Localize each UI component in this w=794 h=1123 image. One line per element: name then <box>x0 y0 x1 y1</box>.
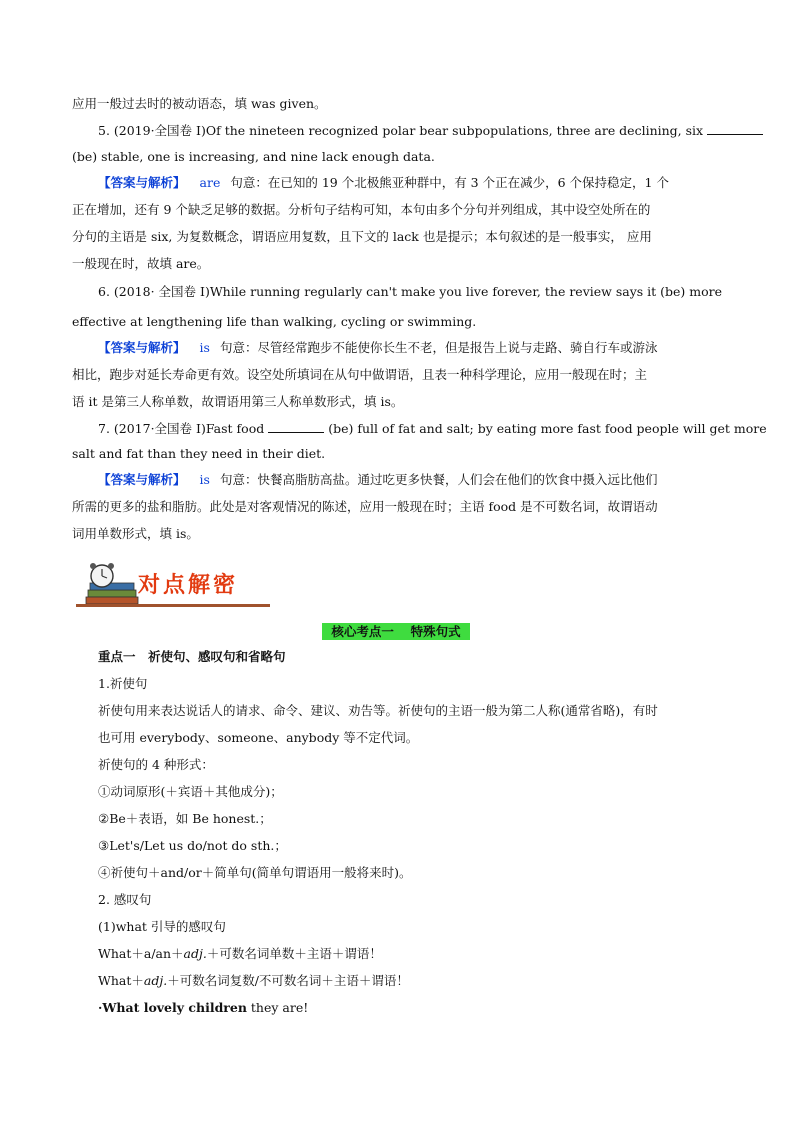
subsection-heading: 2. 感叹句 <box>98 892 152 907</box>
pattern-text: What＋ <box>98 973 144 988</box>
question-5-line-1 <box>98 122 722 140</box>
forms-intro: 祈使句的 4 种形式： <box>98 757 214 772</box>
question-6-line-1: 6. (2018· 全国卷 Ⅰ)While running regularly can't make you live forever, the review says it (be) more <box>98 284 723 299</box>
answer-word: is <box>199 340 210 355</box>
answer-6-line-1 <box>98 339 722 357</box>
question-5-text: 5. (2019·全国卷 Ⅰ)Of the nineteen recognized polar bear subpopulations, three are declining, six <box>98 123 704 138</box>
question-5-line-2: (be) stable, one is increasing, and nine lack enough data. <box>72 149 435 164</box>
answer-tag: 【答案与解析】 <box>98 472 186 487</box>
example-sentence <box>98 999 722 1017</box>
pattern-adj: adj. <box>143 973 168 988</box>
answer-6-line-2: 相比，跑步对延长寿命更有效。设空处所填词在从句中做谓语，且表一种科学理论，应用一般现在时；主 <box>72 367 648 382</box>
answer-text: 句意：快餐高脂肪高盐。通过吃更多快餐，人们会在他们的饮食中摄入远比他们 <box>219 472 658 487</box>
question-7-text: 7. (2017·全国卷 Ⅰ)Fast food <box>98 421 265 436</box>
answer-5-line-2: 正在增加，还有 9 个缺乏足够的数据。分析句子结构可知，本句由多个分句并列组成，其中设空处所在的 <box>72 202 651 217</box>
answer-tag: 【答案与解析】 <box>98 340 186 355</box>
pattern-text: ＋可数名词复数/不可数名词＋主语＋谓语！ <box>167 973 409 988</box>
question-7-text-cont: (be) full of fat and salt; by eating more fast food people will get more <box>328 421 767 436</box>
paragraph-line: 也可用 everybody、someone、anybody 等不定代词。 <box>98 730 419 745</box>
subsection-heading: (1)what 引导的感叹句 <box>98 919 226 934</box>
example-rest: they are! <box>246 1000 309 1015</box>
pattern-text: What＋a/an＋ <box>98 946 184 961</box>
pattern-adj: adj. <box>183 946 207 961</box>
form-item-3: ③Let's/Let us do/not do sth.； <box>98 838 287 853</box>
answer-word: is <box>199 472 210 487</box>
form-item-1: ①动词原形(＋宾语＋其他成分)； <box>98 784 283 799</box>
answer-text: 句意：在已知的 19 个北极熊亚种群中，有 3 个正在减少，6 个保持稳定，1 个 <box>230 175 669 190</box>
answer-7-line-2: 所需的更多的盐和脂肪。此处是对客观情况的陈述，应用一般现在时；主语 food 是不可数名词，故谓语动 <box>72 499 658 514</box>
answer-blank <box>268 420 324 433</box>
pattern-line-2 <box>98 972 722 990</box>
question-6-line-2: effective at lengthening life than walking, cycling or swimming. <box>72 314 477 329</box>
answer-7-line-1 <box>98 471 722 489</box>
subsection-heading: 1.祈使句 <box>98 676 148 691</box>
answer-6-line-3: 语 it 是第三人称单数，故谓语用第三人称单数形式，填 is。 <box>72 394 404 409</box>
paragraph-line: 祈使句用来表达说话人的请求、命令、建议、劝告等。祈使句的主语一般为第二人称(通常省略)，有时 <box>98 703 658 718</box>
section-banner-title: 对点解密 <box>138 573 239 598</box>
form-item-2: ②Be＋表语，如 Be honest.； <box>98 811 272 826</box>
banner-divider <box>76 604 270 607</box>
answer-fragment: 应用一般过去时的被动语态，填 was given。 <box>72 96 327 111</box>
question-7-line-2: salt and fat than they need in their diet. <box>72 446 326 461</box>
answer-text: 句意：尽管经常跑步不能使你长生不老，但是报告上说与走路、骑自行车或游泳 <box>219 340 658 355</box>
core-point-heading: 核心考点一 特殊句式 <box>322 623 470 640</box>
answer-blank <box>707 122 763 135</box>
answer-5-line-3: 分句的主语是 six, 为复数概念，谓语应用复数，且下文的 lack 也是提示；本句叙述的是一般事实， 应用 <box>72 229 652 244</box>
answer-5-line-1 <box>98 174 722 192</box>
pattern-text: ＋可数名词单数＋主语＋谓语！ <box>206 946 382 961</box>
form-item-4: ④祈使句＋and/or＋简单句(简单句谓语用一般将来时)。 <box>98 865 412 880</box>
example-bold: ·What lovely children <box>98 1000 247 1015</box>
pattern-line-1 <box>98 945 722 963</box>
answer-7-line-3: 词用单数形式，填 is。 <box>72 526 199 541</box>
key-point-heading: 重点一 祈使句、感叹句和省略句 <box>98 649 286 664</box>
question-7-line-1 <box>98 420 767 438</box>
answer-word: are <box>199 175 221 190</box>
answer-5-line-4: 一般现在时，故填 are。 <box>72 256 210 271</box>
answer-tag: 【答案与解析】 <box>98 175 186 190</box>
